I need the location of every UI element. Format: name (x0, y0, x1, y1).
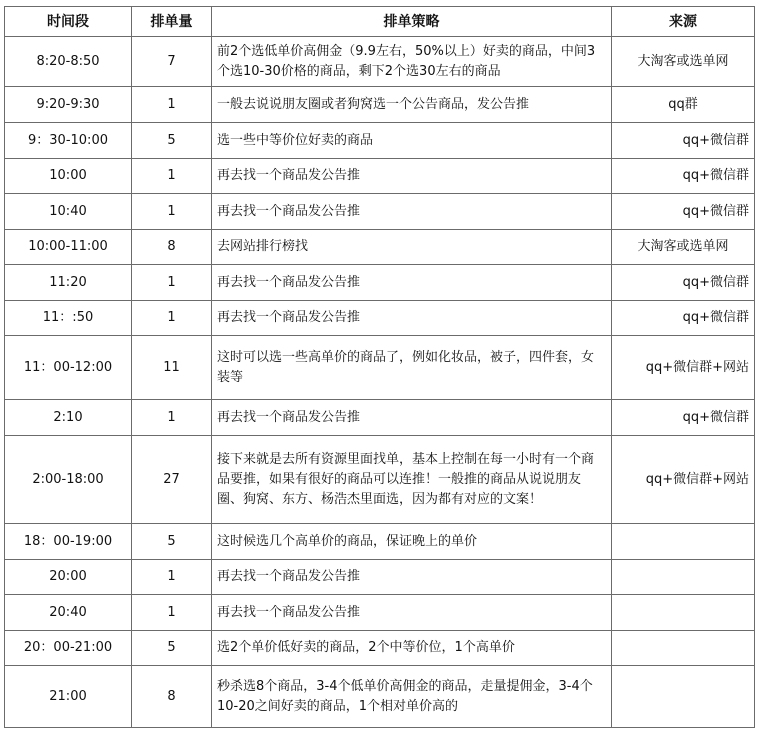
table-row (5, 595, 755, 631)
time-cell: 18：00-19:00 (5, 524, 132, 560)
strategy-cell: 再去找一个商品发公告推 (212, 159, 612, 194)
table-row (5, 666, 755, 728)
time-cell: 9：30-10:00 (5, 123, 132, 159)
table-row (5, 301, 755, 336)
time-cell: 21:00 (5, 666, 132, 728)
strategy-cell: 再去找一个商品发公告推 (212, 595, 612, 631)
count-cell: 1 (132, 560, 212, 595)
schedule-table-container (4, 6, 755, 728)
table-row (5, 37, 755, 87)
count-cell: 5 (132, 631, 212, 666)
table-row (5, 560, 755, 595)
table-row (5, 123, 755, 159)
count-cell: 1 (132, 194, 212, 230)
strategy-cell: 选2个单价低好卖的商品，2个中等价位，1个高单价 (212, 631, 612, 666)
count-cell: 5 (132, 524, 212, 560)
strategy-cell: 一般去说说朋友圈或者狗窝选一个公告商品，发公告推 (212, 87, 612, 123)
source-cell: qq+微信群 (612, 123, 755, 159)
count-cell: 5 (132, 123, 212, 159)
count-cell: 8 (132, 666, 212, 728)
count-cell: 1 (132, 400, 212, 436)
table-row (5, 194, 755, 230)
time-cell: 11：00-12:00 (5, 336, 132, 400)
source-cell: qq+微信群 (612, 400, 755, 436)
count-cell: 1 (132, 159, 212, 194)
count-cell: 1 (132, 87, 212, 123)
source-cell: qq+微信群 (612, 301, 755, 336)
time-cell: 2:00-18:00 (5, 436, 132, 524)
source-cell: qq+微信群+网站 (612, 436, 755, 524)
time-cell: 2:10 (5, 400, 132, 436)
count-cell: 1 (132, 595, 212, 631)
table-row (5, 631, 755, 666)
count-cell: 7 (132, 37, 212, 87)
header-count: 排单量 (132, 7, 212, 37)
source-cell: qq+微信群 (612, 159, 755, 194)
strategy-cell: 再去找一个商品发公告推 (212, 265, 612, 301)
table-row (5, 230, 755, 265)
source-cell: 大淘客或选单网 (612, 37, 755, 87)
count-cell: 1 (132, 301, 212, 336)
time-cell: 20:40 (5, 595, 132, 631)
time-cell: 20：00-21:00 (5, 631, 132, 666)
count-cell: 1 (132, 265, 212, 301)
time-cell: 11：:50 (5, 301, 132, 336)
table-row (5, 524, 755, 560)
strategy-cell: 接下来就是去所有资源里面找单，基本上控制在每一小时有一个商品要推，如果有很好的商品可以连推！一般推的商品从说说朋友圈、狗窝、东方、杨浩杰里面选，因为都有对应的文案！ (212, 436, 612, 524)
table-row (5, 159, 755, 194)
count-cell: 8 (132, 230, 212, 265)
strategy-cell: 选一些中等价位好卖的商品 (212, 123, 612, 159)
count-cell: 27 (132, 436, 212, 524)
strategy-cell: 这时可以选一些高单价的商品了，例如化妆品，被子，四件套，女装等 (212, 336, 612, 400)
strategy-cell: 这时候选几个高单价的商品，保证晚上的单价 (212, 524, 612, 560)
strategy-cell: 再去找一个商品发公告推 (212, 400, 612, 436)
source-cell: 大淘客或选单网 (612, 230, 755, 265)
header-row (5, 7, 755, 37)
source-cell (612, 595, 755, 631)
source-cell (612, 666, 755, 728)
time-cell: 20:00 (5, 560, 132, 595)
header-source: 来源 (612, 7, 755, 37)
time-cell: 11:20 (5, 265, 132, 301)
source-cell: qq+微信群 (612, 194, 755, 230)
header-time: 时间段 (5, 7, 132, 37)
table-row (5, 265, 755, 301)
table-row (5, 400, 755, 436)
header-strategy: 排单策略 (212, 7, 612, 37)
time-cell: 8:20-8:50 (5, 37, 132, 87)
source-cell (612, 631, 755, 666)
table-row (5, 87, 755, 123)
time-cell: 9:20-9:30 (5, 87, 132, 123)
time-cell: 10:40 (5, 194, 132, 230)
time-cell: 10:00 (5, 159, 132, 194)
count-cell: 11 (132, 336, 212, 400)
source-cell (612, 524, 755, 560)
time-cell: 10:00-11:00 (5, 230, 132, 265)
source-cell: qq+微信群+网站 (612, 336, 755, 400)
source-cell: qq+微信群 (612, 265, 755, 301)
table-row (5, 336, 755, 400)
strategy-cell: 再去找一个商品发公告推 (212, 301, 612, 336)
strategy-cell: 再去找一个商品发公告推 (212, 560, 612, 595)
strategy-cell: 前2个选低单价高佣金（9.9左右，50%以上）好卖的商品，中间3个选10-30价格的商品，剩下2个选30左右的商品 (212, 37, 612, 87)
source-cell: qq群 (612, 87, 755, 123)
strategy-cell: 再去找一个商品发公告推 (212, 194, 612, 230)
schedule-table (4, 6, 755, 728)
strategy-cell: 秒杀选8个商品，3-4个低单价高佣金的商品，走量提佣金，3-4个10-20之间好卖的商品，1个相对单价高的 (212, 666, 612, 728)
table-row (5, 436, 755, 524)
source-cell (612, 560, 755, 595)
strategy-cell: 去网站排行榜找 (212, 230, 612, 265)
